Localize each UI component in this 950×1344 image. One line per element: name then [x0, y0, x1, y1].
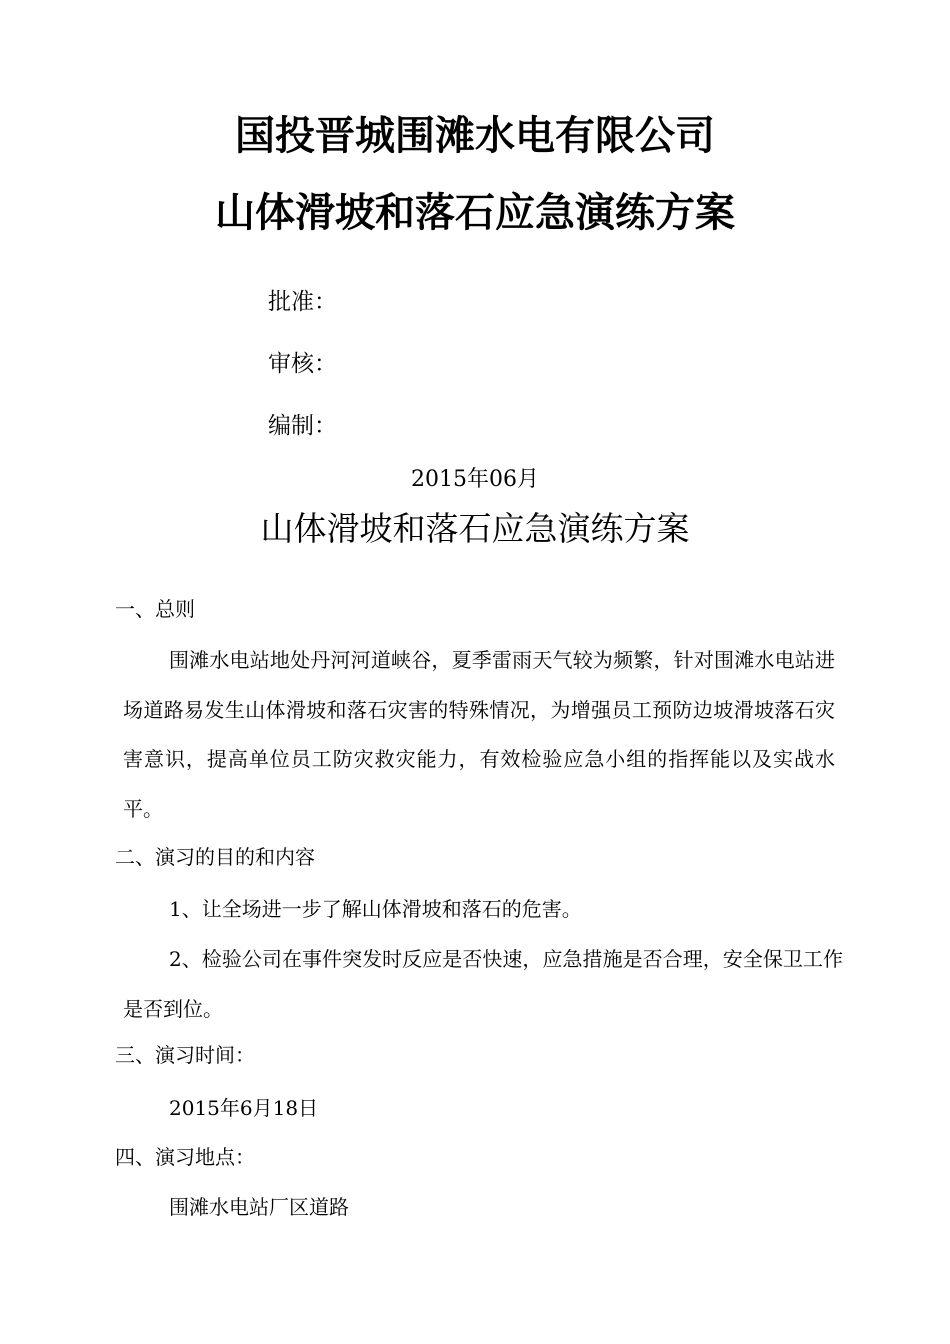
purpose-item-1: 1、让全场进一步了解山体滑坡和落石的危害。 [169, 897, 582, 921]
section-heading-purpose: 二、演习的目的和内容 [115, 845, 315, 869]
section-heading-time: 三、演习时间： [115, 1043, 255, 1067]
section-heading-location: 四、演习地点： [115, 1145, 255, 1169]
document-date: 2015年06月 [411, 467, 539, 492]
review-label: 审核： [268, 351, 337, 377]
section-heading-general: 一、总则 [115, 597, 195, 621]
plan-title: 山体滑坡和落石应急演练方案 [215, 190, 735, 236]
company-title: 国投晋城围滩水电有限公司 [235, 113, 715, 159]
purpose-item-2: 2、检验公司在事件突发时反应是否快速，应急措施是否合理，安全保卫工作是否到位。 [123, 947, 843, 1021]
drill-time-value: 2015年6月18日 [169, 1096, 319, 1120]
section-general-paragraph: 围滩水电站地处丹河河道峡谷，夏季雷雨天气较为频繁，针对围滩水电站进场道路易发生山体滑坡和落石灾害的特殊情况，为增强员工预防边坡滑坡落石灾害意识，提高单位员工防灾救灾能力，有效检验应急小组的指挥能以及实战水平。 [123, 648, 835, 821]
approve-label: 批准： [268, 289, 337, 315]
compile-label: 编制： [268, 413, 337, 439]
drill-location-value: 围滩水电站厂区道路 [169, 1195, 349, 1219]
document-title: 山体滑坡和落石应急演练方案 [260, 509, 690, 548]
